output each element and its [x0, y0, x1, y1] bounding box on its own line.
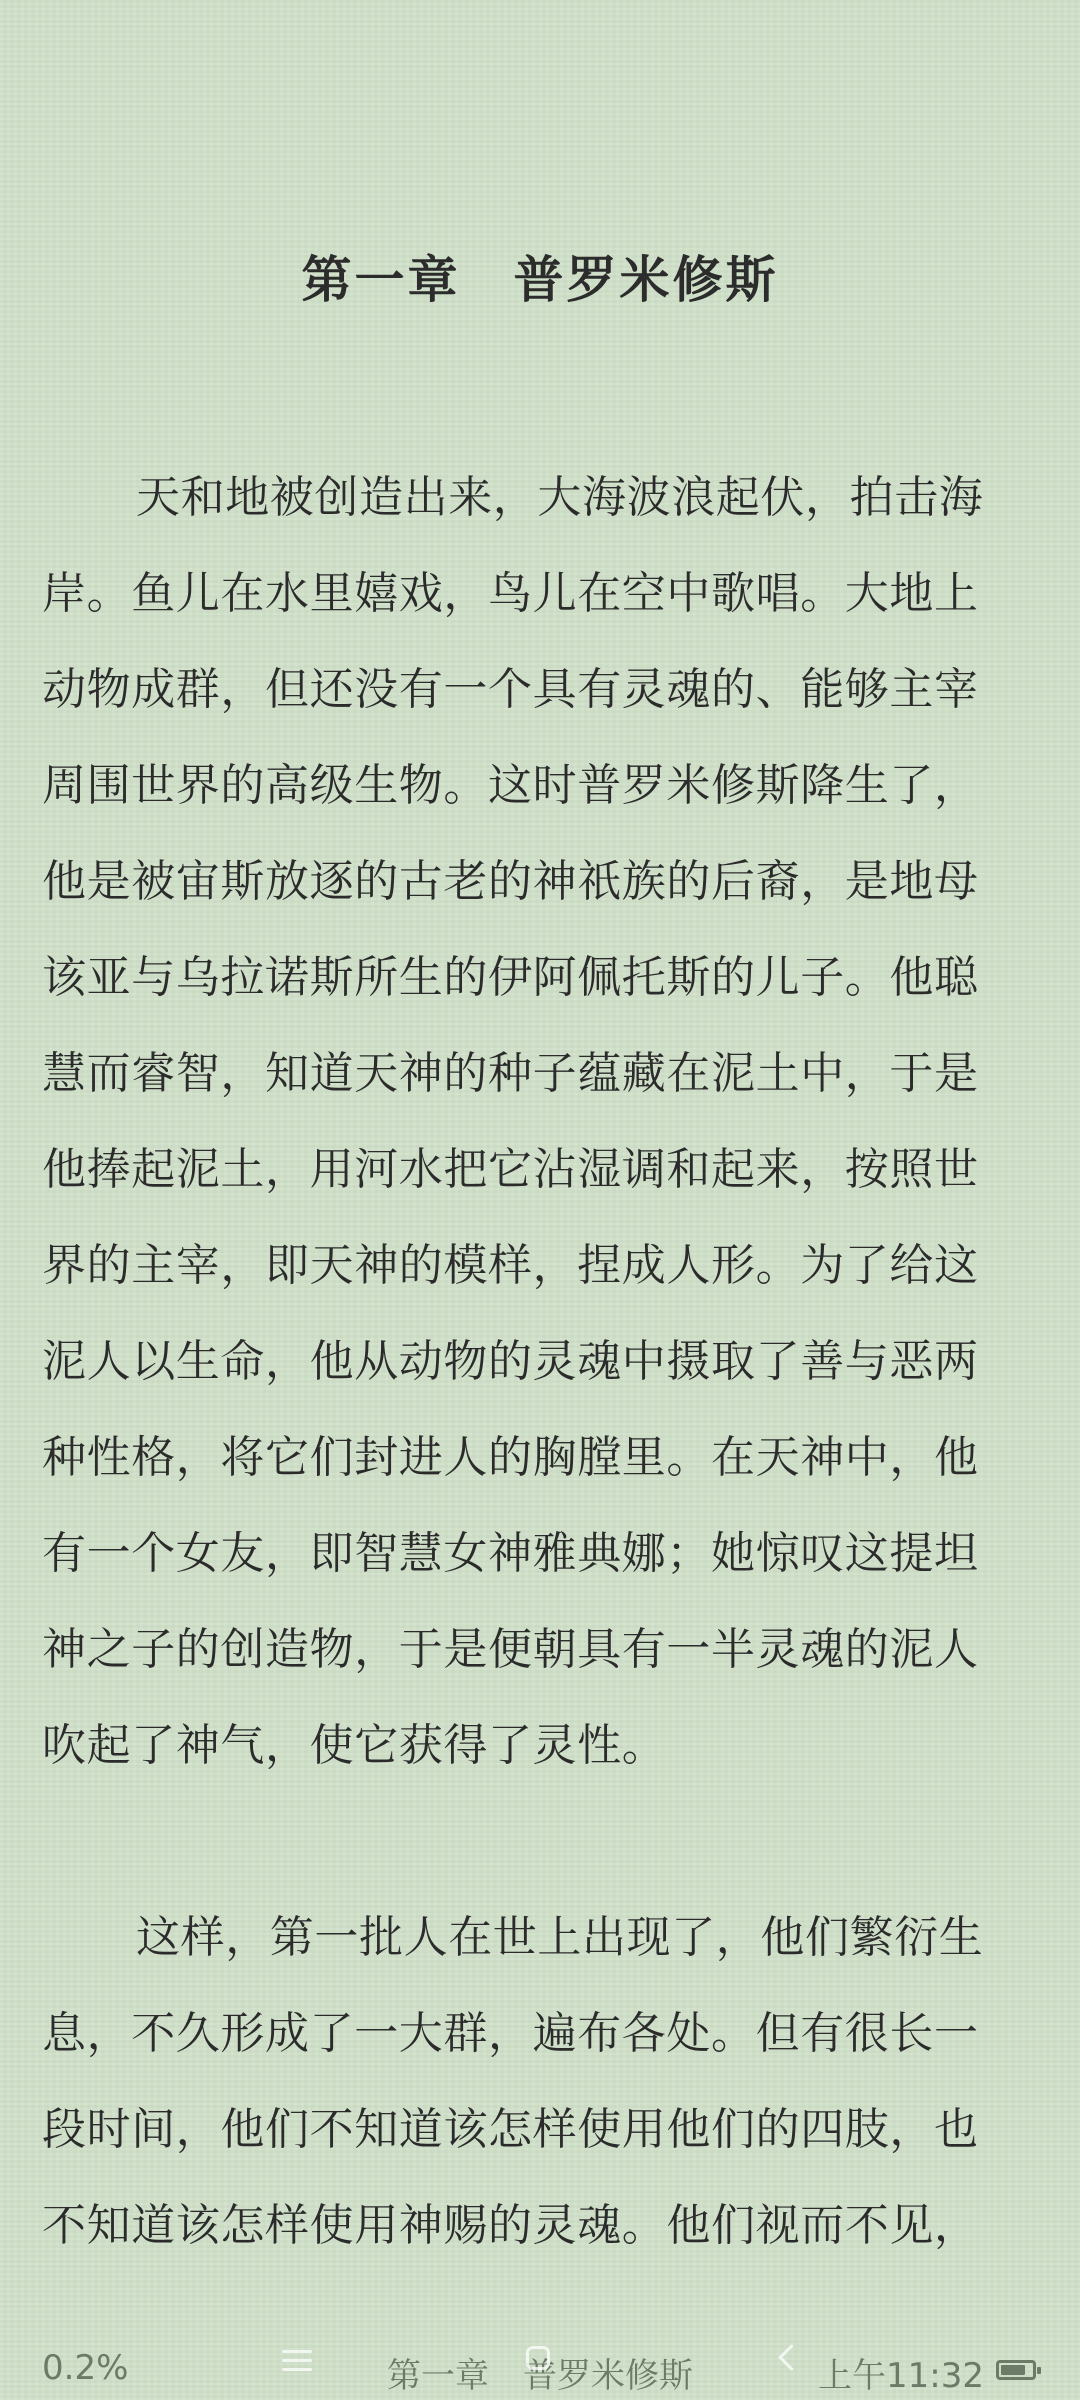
text-line: 这样，第一批人在世上出现了，他们繁衍生: [136, 1912, 984, 1963]
paragraph-2: [42, 1890, 1038, 2274]
text-line: 界的主宰，即天神的模样，捏成人形。为了给这: [42, 1240, 979, 1291]
text-line: 慧而睿智，知道天神的种子蕴藏在泥土中，于是: [42, 1048, 979, 1099]
text-line: 吹起了神气，使它获得了灵性。: [42, 1720, 667, 1771]
text-line: 种性格，将它们封进人的胸膛里。在天神中，他: [42, 1432, 979, 1483]
chapter-content: [42, 450, 1038, 2274]
text-line: 泥人以生命，他从动物的灵魂中摄取了善与恶两: [42, 1336, 979, 1387]
paragraph-1: [42, 450, 1038, 1794]
text-line: 他捧起泥土，用河水把它沾湿调和起来，按照世: [42, 1144, 979, 1195]
text-line: 息，不久形成了一大群，遍布各处。但有很长一: [42, 2008, 979, 2059]
battery-fill: [1001, 2365, 1025, 2375]
text-line: 岸。鱼儿在水里嬉戏，鸟儿在空中歌唱。大地上: [42, 568, 979, 619]
text-line: 该亚与乌拉诺斯所生的伊阿佩托斯的儿子。他聪: [42, 952, 979, 1003]
home-icon[interactable]: [526, 2346, 550, 2370]
text-line: 动物成群，但还没有一个具有灵魂的、能够主宰: [42, 664, 979, 715]
footer-chapter-title: 第一章 普罗米修斯: [387, 2356, 693, 2396]
text-line: 不知道该怎样使用神赐的灵魂。他们视而不见，: [42, 2200, 979, 2251]
menu-icon[interactable]: [282, 2350, 312, 2372]
paragraph-gap: [42, 1794, 1038, 1890]
text-line: 有一个女友，即智慧女神雅典娜；她惊叹这提坦: [42, 1528, 979, 1579]
text-line: 周围世界的高级生物。这时普罗米修斯降生了，: [42, 760, 979, 811]
clock: 上午11:32: [818, 2356, 984, 2396]
text-line: 神之子的创造物，于是便朝具有一半灵魂的泥人: [42, 1624, 979, 1675]
battery-icon: [996, 2360, 1036, 2380]
text-line: 他是被宙斯放逐的古老的神祇族的后裔，是地母: [42, 856, 979, 907]
text-line: 段时间，他们不知道该怎样使用他们的四肢，也: [42, 2104, 979, 2155]
reading-progress: 0.2%: [42, 2348, 129, 2388]
chapter-title: 第一章 普罗米修斯: [301, 251, 779, 309]
text-line: 天和地被创造出来，大海波浪起伏，拍击海: [136, 472, 984, 523]
